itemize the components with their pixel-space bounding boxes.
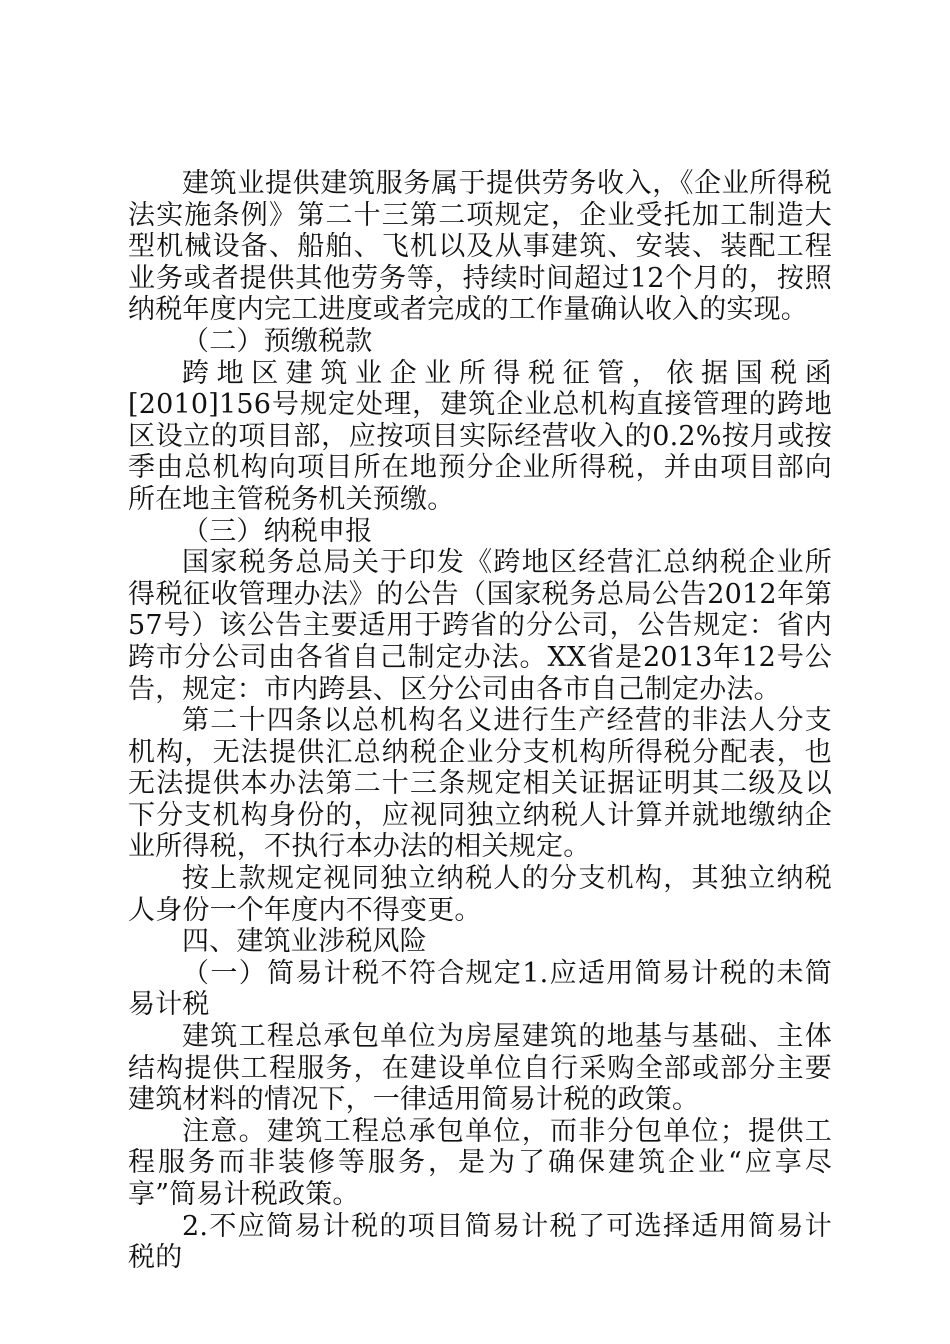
- paragraph-article-24: 第二十四条以总机构名义进行生产经营的非法人分支机构，无法提供汇总纳税企业分支机构所得税分配表，也无法提供本办法第二十三条规定相关证据证明其二级及以下分支机构身份的，应视同独立纳税人计算并就地缴纳企业所得税，不执行本办法的相关规定。: [128, 705, 832, 863]
- heading-tax-filing: （三）纳税申报: [182, 515, 373, 547]
- paragraph-status-unchanged: 按上款规定视同独立纳税人的分支机构，其独立纳税人身份一个年度内不得变更。: [128, 863, 832, 926]
- heading-construction-tax-risk: 四、建筑业涉税风险: [182, 926, 427, 958]
- paragraph-general-contractor: 建筑工程总承包单位为房屋建筑的地基与基础、主体结构提供工程服务，在建设单位自行采购全部或部分主要建筑材料的情况下，一律适用简易计税的政策。: [128, 1021, 832, 1116]
- paragraph-cross-region-collection: 跨地区建筑业企业所得税征管，依据国税函[2010]156号规定处理，建筑企业总机构直接管理的跨地区设立的项目部，应按项目实际经营收入的0.2%按月或按季由总机构向项目所在地预分企业所得税，并由项目部向所在地主管税务机关预缴。: [128, 357, 832, 515]
- document-body: [128, 168, 832, 1274]
- paragraph-announcement: 国家税务总局关于印发《跨地区经营汇总纳税企业所得税征收管理办法》的公告（国家税务总局公告2012年第57号）该公告主要适用于跨省的分公司，公告规定：省内跨市分公司由各省自己制定办法。XX省是2013年12号公告，规定：市内跨县、区分公司由各市自己制定办法。: [128, 547, 832, 705]
- paragraph-item-2: 2.不应简易计税的项目简易计税了可选择适用简易计税的: [128, 1210, 832, 1274]
- paragraph-note: 注意。建筑工程总承包单位，而非分包单位；提供工程服务而非装修等服务，是为了确保建筑企业“应享尽享”简易计税政策。: [128, 1115, 832, 1210]
- paragraph-revenue-recognition: 建筑业提供建筑服务属于提供劳务收入，《企业所得税法实施条例》第二十三第二项规定，企业受托加工制造大型机械设备、船舶、飞机以及从事建筑、安装、装配工程业务或者提供其他劳务等，持续时间超过12个月的，按照纳税年度内完工进度或者完成的工作量确认收入的实现。: [128, 168, 832, 326]
- paragraph-simple-tax-noncompliance: （一）简易计税不符合规定1.应适用简易计税的未简易计税: [128, 957, 832, 1021]
- heading-prepaid-tax: （二）预缴税款: [182, 325, 373, 357]
